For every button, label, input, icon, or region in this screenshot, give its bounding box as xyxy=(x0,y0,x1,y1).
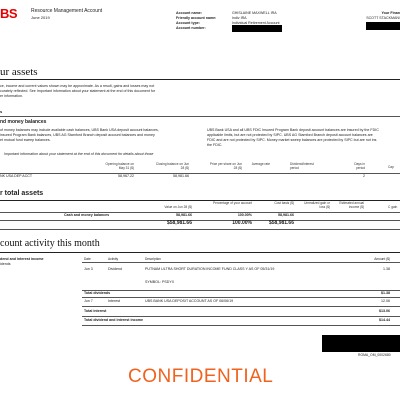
assets-title: ur assets xyxy=(0,66,38,78)
cash-left-line-2: insured Program Bank balances, UBS AG Stamford Branch deposit account balances and money xyxy=(0,133,155,137)
account-number-label: Account number: xyxy=(176,26,206,30)
ta-col-pct: Percentage of your account xyxy=(213,201,252,205)
ta-col-cost: Cost basis ($) xyxy=(274,201,294,205)
act-interest-desc: UBS BANK USA DEPOSIT ACCOUNT AS OF 06/06/19 xyxy=(145,299,234,303)
assets-intro-line-2: curately reflected. See Important information about your statement at the end of this document for xyxy=(0,89,156,93)
col-rate: Average rate xyxy=(251,162,270,166)
account-name-value: GHISLAINE MAXWELL IRA xyxy=(232,11,277,15)
friendly-name-value: Indiv IRA xyxy=(232,16,247,20)
col-period: Dividend/interest period xyxy=(290,162,314,170)
account-type-value: Individual Retirement Account xyxy=(232,21,280,25)
assets-divider xyxy=(0,79,400,80)
ta-row1-value: 58,981.66 xyxy=(176,213,192,217)
total-div-int-label: Total dividend and interest income xyxy=(84,318,144,322)
act-div-3 xyxy=(82,306,400,307)
cash-table-divider xyxy=(0,173,400,174)
col-opening: Opening balance on May 31 ($) xyxy=(105,162,134,170)
account-number-redaction xyxy=(232,25,282,32)
act-row1-activity: Dividend xyxy=(108,267,122,271)
total-interest-amount: $13.06 xyxy=(379,309,390,313)
act-row1-date: Jun 3 xyxy=(84,267,93,271)
cash-row-closing: 58,981.66 xyxy=(173,174,189,178)
ta-total-value: $58,981.66 xyxy=(166,220,192,226)
act-div-4 xyxy=(82,316,400,317)
total-dividends-label: Total dividends xyxy=(84,291,111,295)
logo-fragment: BS xyxy=(0,6,18,21)
statement-title: Resource Management Account xyxy=(31,8,103,14)
col-days: Days in period xyxy=(354,162,365,170)
act-interest-amount: 12.06 xyxy=(381,299,390,303)
act-col-amount: Amount ($) xyxy=(374,257,390,261)
activity-group-subtitle: idends xyxy=(0,262,11,266)
cash-row-days: 2 xyxy=(363,174,365,178)
act-row1-amount: 1.38 xyxy=(383,267,390,271)
cash-title: nd money balances xyxy=(0,119,47,125)
activity-group-title: dend and interest income xyxy=(0,257,44,261)
col-cap: Cap xyxy=(388,165,394,169)
ta-total-pct: 100.00% xyxy=(232,220,252,226)
ta-col-value: Value on Jun 28 ($) xyxy=(164,205,192,209)
act-interest-activity: Interest xyxy=(108,299,120,303)
cash-right-line-2: applicable limits, but are not protected by SIPC. UBS AG Stamford Branch deposit account balances are xyxy=(207,133,373,137)
ta-col-cgain: C gain xyxy=(388,205,398,209)
friendly-name-label: Friendly account name: xyxy=(176,16,217,20)
act-div-5 xyxy=(82,325,400,326)
ta-total-divider xyxy=(0,229,400,230)
ta-row1-cost: 58,981.66 xyxy=(278,213,294,217)
cash-left-line-1: of money balances may include available cash balances, UBS Bank USA deposit account balances, xyxy=(0,128,159,132)
col-price: Price per share on Jun 28 ($) xyxy=(209,162,242,170)
cash-right-line-1: UBS Bank USA and all UBS FDIC Insured Program Bank deposit account balances are insured by the FDIC xyxy=(207,128,379,132)
assets-intro-line-1: ce, income and current values shown may be approximate. As a result, gains and losses may not xyxy=(0,84,155,88)
act-row2-desc: SYMBOL: PSDYX xyxy=(145,280,175,284)
statement-date: June 2019 xyxy=(31,15,50,20)
sub-divider xyxy=(0,116,400,117)
cash-right-line-3: FDIC and are not protected by SIPC. Money market sweep balances are protected by SIPC but are not ins xyxy=(207,138,377,142)
cash-row-opening: 58,967.22 xyxy=(118,174,134,178)
assets-intro-line-3: er information. xyxy=(0,94,23,98)
ta-row-divider xyxy=(0,220,400,221)
advisor-label: Your Finan xyxy=(381,11,400,15)
act-col-activity: Activity xyxy=(108,257,119,261)
cash-right-line-4: the FDIC. xyxy=(207,143,223,147)
assets-sub-label: s xyxy=(0,109,3,114)
col-closing: Closing balance on Jun 28 ($) xyxy=(155,162,189,170)
confidential-watermark: CONFIDENTIAL xyxy=(128,366,274,387)
activity-title: count activity this month xyxy=(0,238,100,249)
footer-redaction xyxy=(322,335,400,352)
cash-left-line-3: et mutual fund sweep balances. xyxy=(0,138,51,142)
act-div-2 xyxy=(82,297,400,298)
ta-row1-name: Cash and money balances xyxy=(64,213,110,217)
act-header-divider xyxy=(82,262,400,263)
cash-note: Important information about your statement at the end of this document for details about those xyxy=(4,152,154,156)
total-div-int-amount: $14.44 xyxy=(379,318,390,322)
advisor-name: SCOTT STACKMAN/ xyxy=(366,16,400,20)
total-interest-label: Total interest xyxy=(84,309,107,313)
ta-total-cost: $58,981.66 xyxy=(268,220,294,226)
act-col-date: Date xyxy=(84,257,91,261)
ta-col-income: Estimated annual income ($) xyxy=(339,201,364,209)
advisor-redaction xyxy=(366,22,400,30)
ta-header-divider xyxy=(0,212,400,213)
act-interest-date: Jun 7 xyxy=(84,299,93,303)
cash-row-name: NK USA DEP ACCT xyxy=(0,174,33,178)
ta-row1-pct: 100.00% xyxy=(237,213,252,217)
total-assets-title: r total assets xyxy=(0,190,44,197)
activity-divider xyxy=(0,252,400,253)
act-row1-desc: PUTNAM ULTRA SHORT DURATION INCOME FUND CLASS Y AS OF 05/31/19 xyxy=(145,267,275,271)
act-col-description: Description xyxy=(145,257,161,261)
total-dividends-amount: $1.38 xyxy=(381,291,390,295)
footer-code: ROMA_OM_0002680 xyxy=(358,353,391,357)
account-name-label: Account name: xyxy=(176,11,202,15)
ta-col-gain: Unrealized gain or loss ($) xyxy=(304,201,330,209)
account-type-label: Account type: xyxy=(176,21,200,25)
